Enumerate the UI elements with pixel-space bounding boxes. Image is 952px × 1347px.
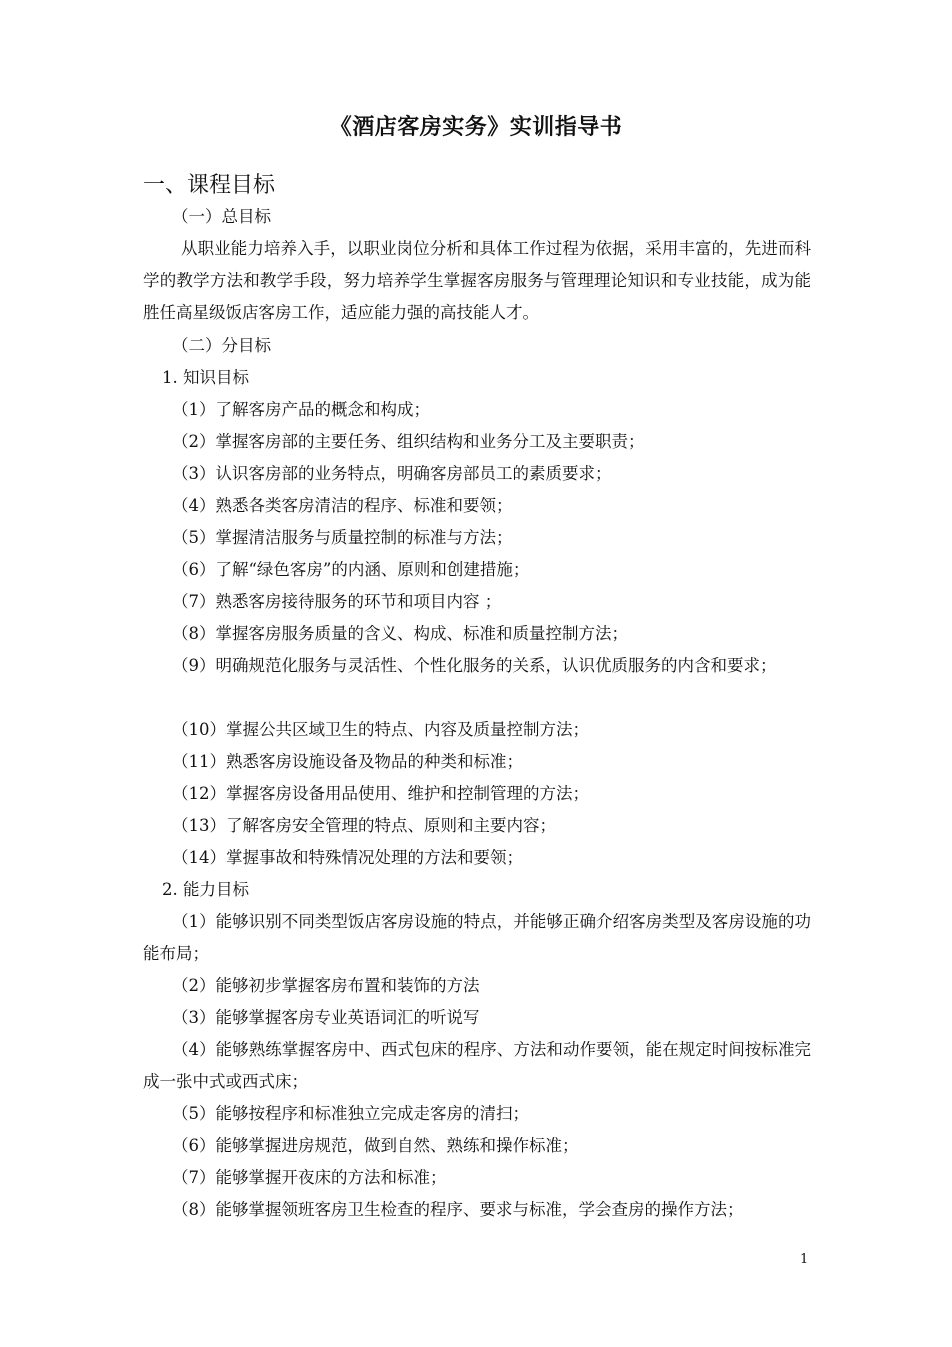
list-item: （8）掌握客房服务质量的含义、构成、标准和质量控制方法； (172, 624, 628, 643)
sub-goal-heading: （二）分目标 (172, 336, 271, 355)
overall-goal-heading: （一）总目标 (172, 207, 271, 226)
list-item: （5）能够按程序和标准独立完成走客房的清扫； (172, 1104, 529, 1123)
list-item: （4）能够熟练掌握客房中、西式包床的程序、方法和动作要领，能在规定时间按标准完成一张中式或西式床； (143, 1040, 811, 1091)
knowledge-goal-heading: 1. 知识目标 (162, 368, 249, 387)
list-item: （1）能够识别不同类型饭店客房设施的特点，并能够正确介绍客房类型及客房设施的功能布局； (143, 912, 811, 963)
page-number: 1 (800, 1252, 809, 1267)
list-item: （9）明确规范化服务与灵活性、个性化服务的关系，认识优质服务的内含和要求； (172, 656, 777, 675)
list-item: （7）能够掌握开夜床的方法和标准； (172, 1168, 447, 1187)
overall-goal-text: 从职业能力培养入手，以职业岗位分析和具体工作过程为依据，采用丰富的，先进而科学的教学方法和教学手段，努力培养学生掌握客房服务与管理理论知识和专业技能，成为能胜任高星级饭店客房工作，适应能力强的高技能人才。 (143, 239, 811, 322)
list-item: （3）能够掌握客房专业英语词汇的听说写 (172, 1008, 480, 1027)
list-item: （5）掌握清洁服务与质量控制的标准与方法； (172, 528, 513, 547)
list-item: （7）熟悉客房接待服务的环节和项目内容 ； (172, 592, 502, 611)
document-title: 《酒店客房实务》实训指导书 (329, 114, 623, 140)
list-item: （13）了解客房安全管理的特点、原则和主要内容； (172, 816, 556, 835)
ability-goal-heading: 2. 能力目标 (162, 880, 249, 899)
list-item: （4）熟悉各类客房清洁的程序、标准和要领； (172, 496, 513, 515)
list-item: （11）熟悉客房设施设备及物品的种类和标准； (172, 752, 523, 771)
list-item: （12）掌握客房设备用品使用、维护和控制管理的方法； (172, 784, 589, 803)
list-item: （3）认识客房部的业务特点，明确客房部员工的素质要求； (172, 464, 612, 483)
list-item: （8）能够掌握领班客房卫生检查的程序、要求与标准，学会查房的操作方法； (172, 1200, 744, 1219)
section-heading: 一、课程目标 (143, 173, 276, 198)
list-item: （10）掌握公共区域卫生的特点、内容及质量控制方法； (172, 720, 589, 739)
list-item: （6）能够掌握进房规范，做到自然、熟练和操作标准； (172, 1136, 579, 1155)
list-item: （2）掌握客房部的主要任务、组织结构和业务分工及主要职责； (172, 432, 645, 451)
list-item: （14）掌握事故和特殊情况处理的方法和要领； (172, 848, 523, 867)
list-item: （6）了解“绿色客房”的内涵、原则和创建措施； (172, 560, 530, 579)
list-item: （1）了解客房产品的概念和构成； (172, 400, 430, 419)
list-item: （2）能够初步掌握客房布置和装饰的方法 (172, 976, 480, 995)
